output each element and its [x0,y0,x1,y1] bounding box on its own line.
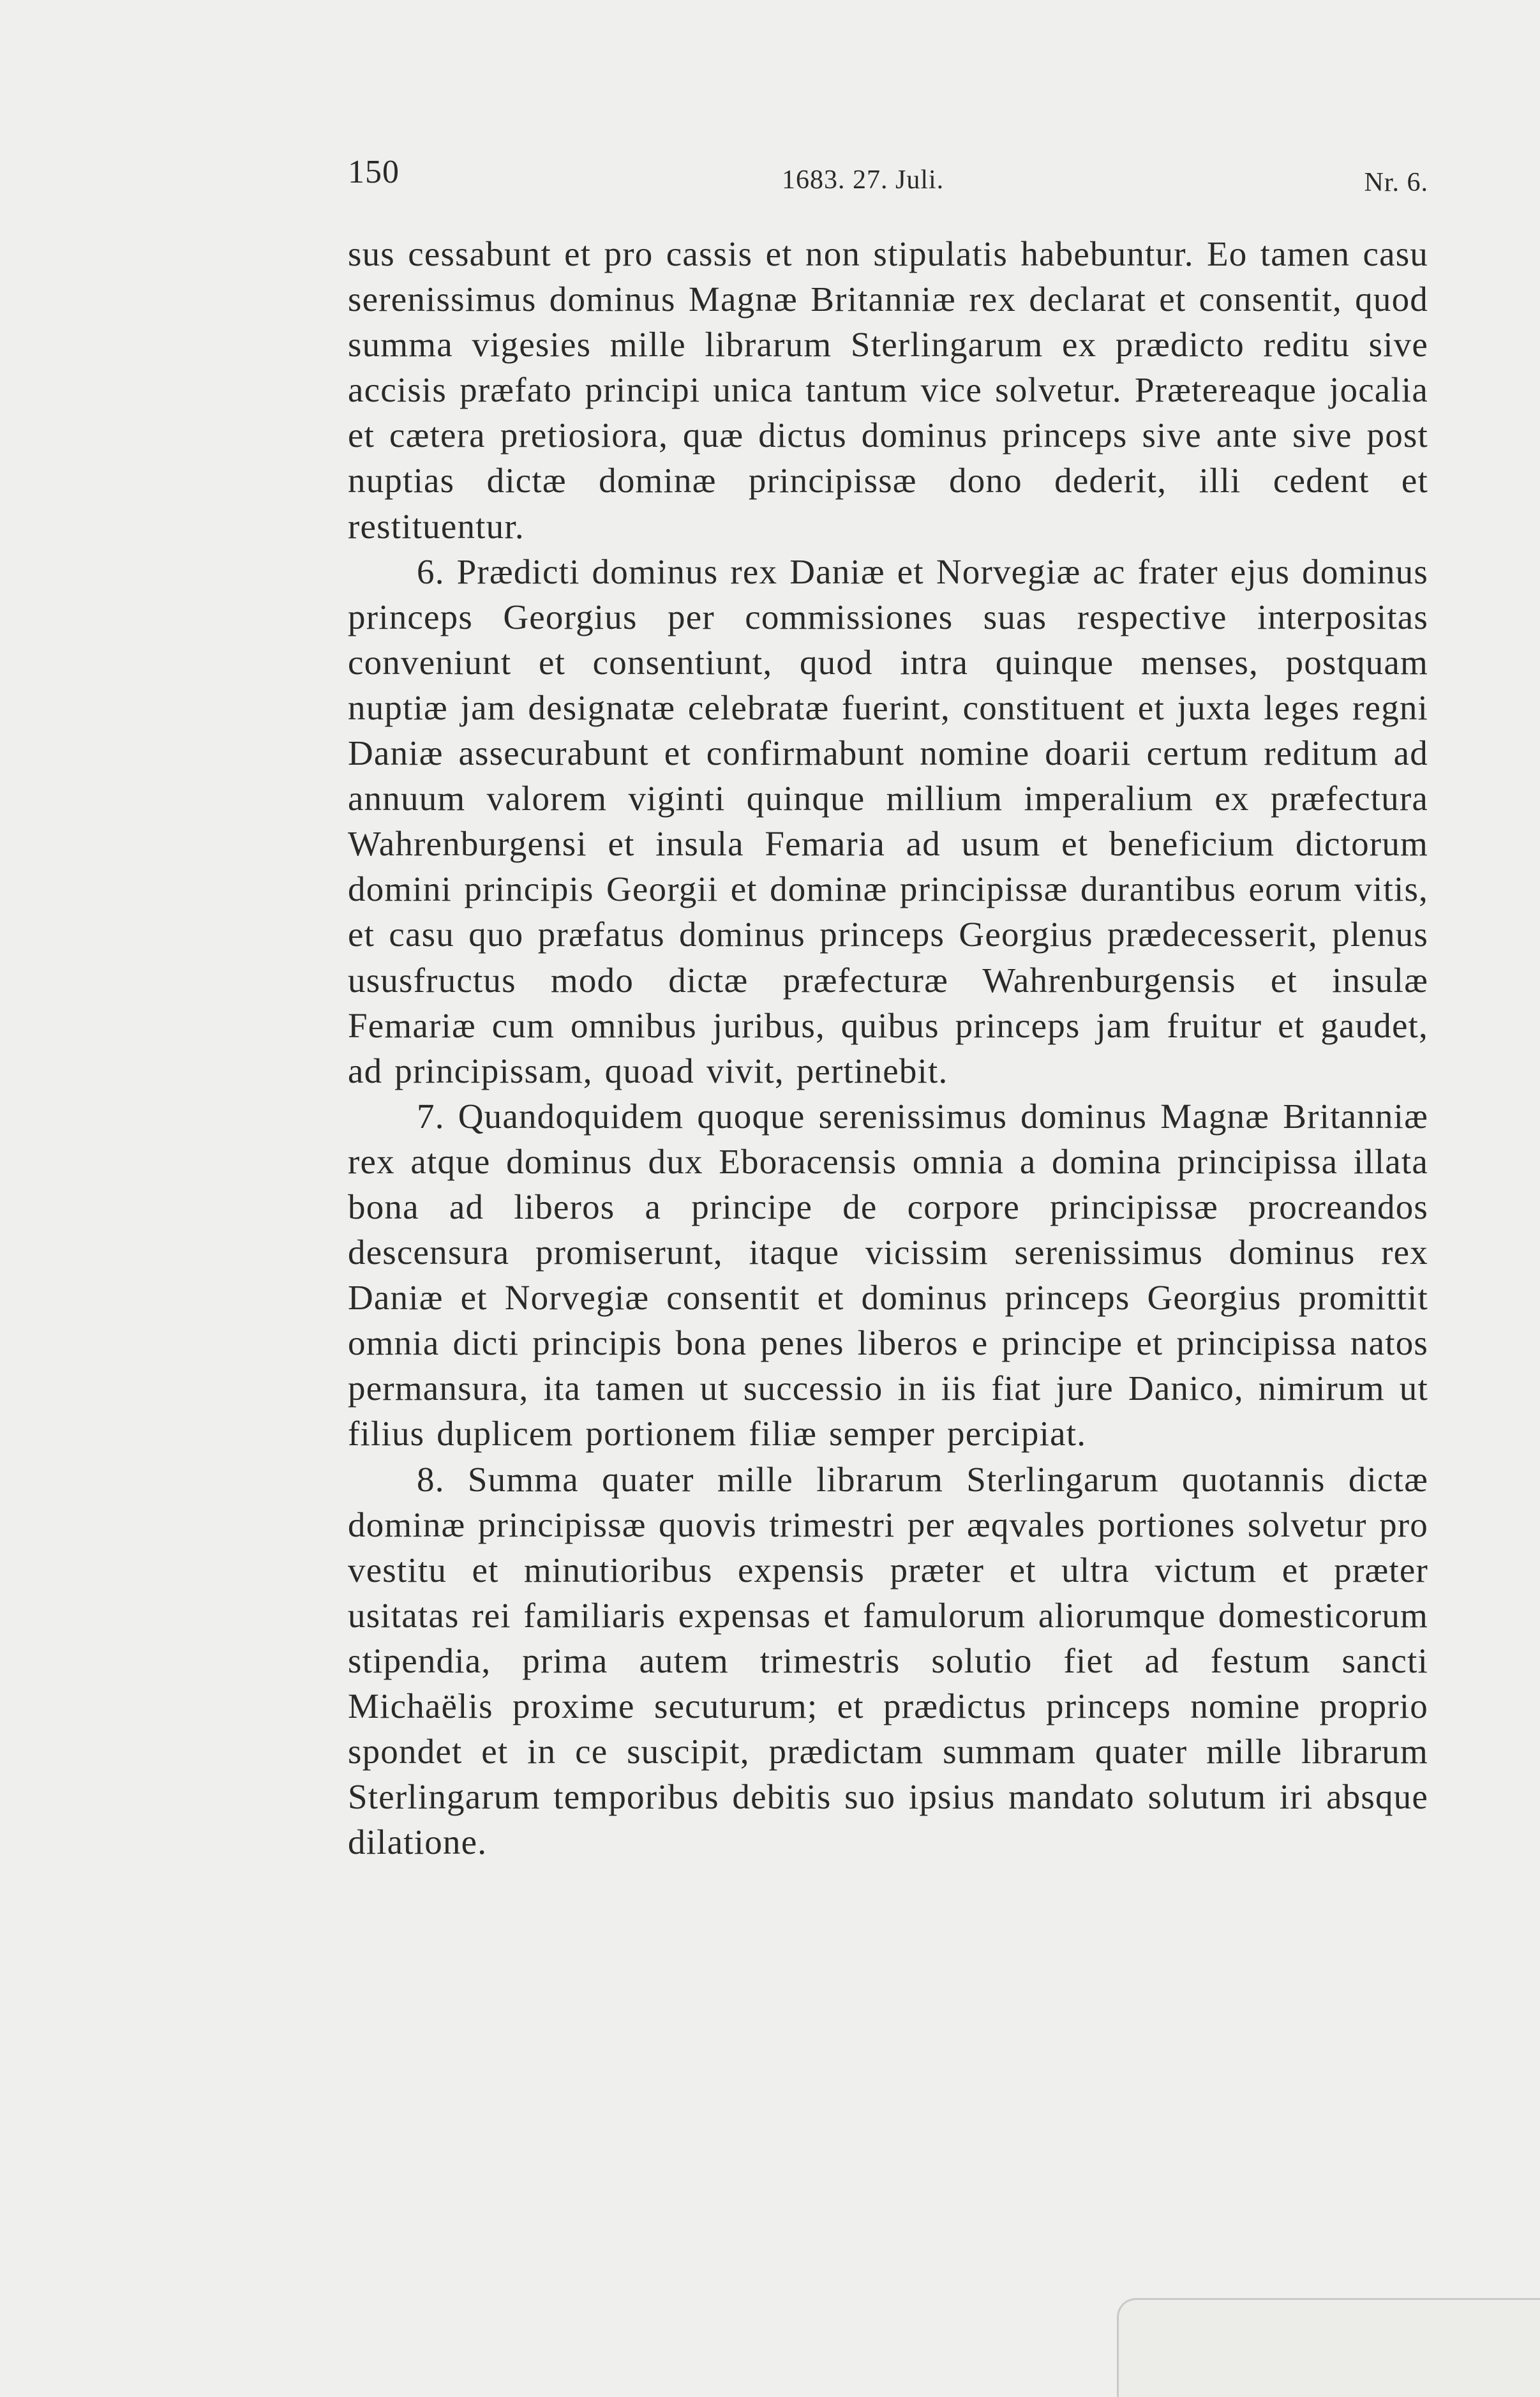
paragraph-continuation: sus cessabunt et pro cassis et non stipulatis habebuntur. Eo tamen casu serenissimus dominus Magnæ Britanniæ rex declarat et consentit, quod summa vigesies mille librarum Sterlingarum ex prædicto reditu sive accisis præfato principi unica tantum vice solvetur. Prætereaque jocalia et cætera pretiosiora, quæ dictus dominus princeps sive ante sive post nuptias dictæ dominæ principissæ dono dederit, illi cedent et restituentur. [348,234,1428,546]
body-text [348,231,1428,1865]
page-header [348,153,1428,204]
paragraph-article-7: 7. Quandoquidem quoque serenissimus dominus Magnæ Britanniæ rex atque dominus dux Eboracensis omnia a domina principissa illata bona ad liberos a principe de corpore principissæ procreandos descensura promiserunt, itaque vicissim serenissimus dominus rex Daniæ et Norvegiæ consentit et dominus princeps Georgius promittit omnia dicti principis bona penes liberos e principe et principissa natos permansura, ita tamen ut successio in iis fiat jure Danico, nimirum ut filius duplicem portionem filiæ semper percipiat. [348,1096,1428,1454]
paragraph-article-6: 6. Prædicti dominus rex Daniæ et Norvegiæ ac frater ejus dominus princeps Georgius per commissiones suas respective interpositas conveniunt et consentiunt, quod intra quinque menses, postquam nuptiæ jam designatæ celebratæ fuerint, constituent et juxta leges regni Daniæ assecurabunt et confirmabunt nomine doarii certum reditum ad annuum valorem viginti quinque millium imperalium ex præfectura Wahrenburgensi et insula Femaria ad usum et beneficium dictorum domini principis Georgii et dominæ principissæ durantibus eorum vitis, et casu quo præfatus dominus princeps Georgius prædecesserit, plenus ususfructus modo dictæ præfecturæ Wahrenburgensis et insulæ Femariæ cum omnibus juribus, quibus princeps jam fruitur et gaudet, ad principissam, quoad vivit, pertinebit. [348,552,1428,1090]
page-corner-edge [1117,2298,1540,2397]
page-date: 1683. 27. Juli. [782,165,945,195]
page-number: 150 [348,154,400,190]
document-number: Nr. 6. [1364,168,1428,197]
paragraph-article-8: 8. Summa quater mille librarum Sterlingarum quotannis dictæ dominæ principissæ quovis trimestri per æqvales portiones solvetur pro vestitu et minutioribus expensis præter et ultra victum et præter usitatas rei familiaris expensas et famulorum aliorumque domesticorum stipendia, prima autem trimestris solutio fiet ad festum sancti Michaëlis proxime secuturum; et prædictus princeps nomine proprio spondet et in ce suscipit, prædictam summam quater mille librarum Sterlingarum temporibus debitis suo ipsius mandato solutum iri absque dilatione. [348,1459,1428,1862]
